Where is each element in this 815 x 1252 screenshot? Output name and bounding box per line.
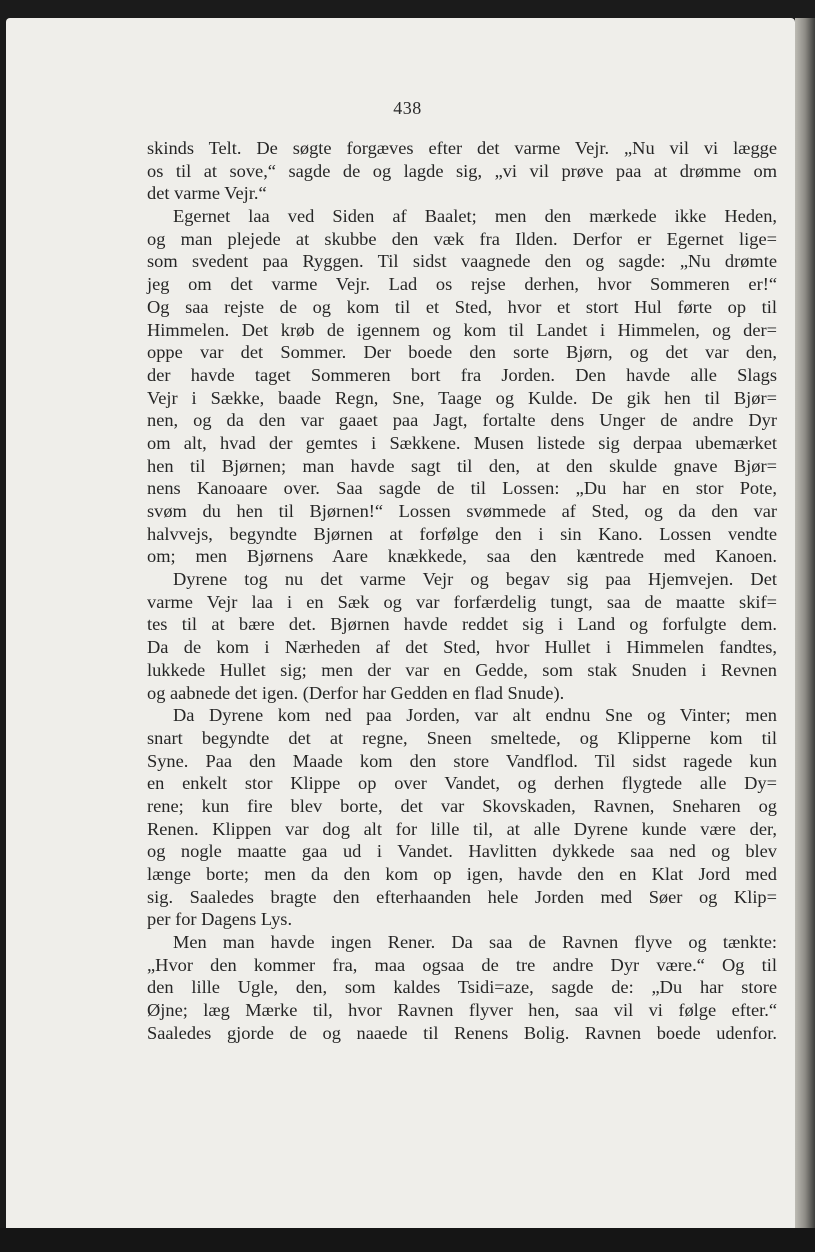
page-number: 438 xyxy=(393,98,422,118)
scan-top-border xyxy=(0,0,815,20)
text-line: og nogle maatte gaa ud i Vandet. Havlitten dykkede saa ned og blev xyxy=(147,841,777,862)
text-line: nen, og da den var gaaet paa Jagt, fortalte dens Unger de andre Dyr xyxy=(147,410,777,431)
text-line: snart begyndte det at regne, Sneen smeltede, og Klipperne kom til xyxy=(147,727,777,748)
text-line: Syne. Paa den Maade kom den store Vandflod. Til sidst ragede kun xyxy=(147,750,777,771)
text-line: den lille Ugle, den, som kaldes Tsidi=aze, sagde de: „Du har store xyxy=(147,977,777,998)
text-line: om; men Bjørnens Aare knækkede, saa den kæntrede med Kanoen. xyxy=(147,546,777,567)
text-line: rene; kun fire blev borte, det var Skovskaden, Ravnen, Sneharen og xyxy=(147,795,777,816)
text-line: „Hvor den kommer fra, maa ogsaa de tre andre Dyr være.“ Og til xyxy=(147,954,777,975)
text-line: en enkelt stor Klippe op over Vandet, og derhen flygtede alle Dy= xyxy=(147,773,777,794)
body-text xyxy=(147,137,777,1045)
text-line: som svedent paa Ryggen. Til sidst vaagnede den og sagde: „Nu drømte xyxy=(147,251,777,272)
text-line: og aabnede det igen. (Derfor har Gedden en flad Snude). xyxy=(147,682,565,703)
text-line: per for Dagens Lys. xyxy=(147,909,293,930)
text-line: og man plejede at skubbe den væk fra Ilden. Derfor er Egernet lige= xyxy=(147,228,777,249)
text-line: Øjne; læg Mærke til, hvor Ravnen flyver hen, saa vil vi følge efter.“ xyxy=(147,1000,777,1021)
text-line: hen til Bjørnen; man havde sagt til den, at den skulde gnave Bjør= xyxy=(147,455,777,476)
text-line: det varme Vejr.“ xyxy=(147,183,267,204)
text-line: tes til at bære det. Bjørnen havde reddet sig i Land og forfulgte dem. xyxy=(147,614,777,635)
text-line: skinds Telt. De søgte forgæves efter det varme Vejr. „Nu vil vi lægge xyxy=(147,138,777,158)
text-line: lukkede Hullet sig; men der var en Gedde, som stak Snuden i Revnen xyxy=(147,659,777,680)
text-line: Egernet laa ved Siden af Baalet; men den mærkede ikke Heden, xyxy=(173,206,777,227)
text-line: Og saa rejste de og kom til et Sted, hvor et stort Hul førte op til xyxy=(147,296,777,317)
text-line: jeg om det varme Vejr. Lad os rejse derhen, hvor Sommeren er!“ xyxy=(147,274,777,295)
book-edge xyxy=(795,18,815,1230)
scan-bottom-border xyxy=(0,1228,815,1252)
text-line: Men man havde ingen Rener. Da saa de Ravnen flyve og tænkte: xyxy=(173,932,777,953)
text-line: Himmelen. Det krøb de igennem og kom til Landet i Himmelen, og der= xyxy=(147,319,777,340)
text-line: varme Vejr laa i en Sæk og var forfærdelig tungt, saa de maatte skif= xyxy=(147,591,777,612)
text-line: Saaledes gjorde de og naaede til Renens Bolig. Ravnen boede udenfor. xyxy=(147,1022,777,1043)
text-line: halvvejs, begyndte Bjørnen at forfølge den i sin Kano. Lossen vendte xyxy=(147,523,777,544)
text-line: oppe var det Sommer. Der boede den sorte Bjørn, og det var den, xyxy=(147,342,777,363)
text-line: svøm du hen til Bjørnen!“ Lossen svømmede af Sted, og da den var xyxy=(147,501,777,521)
text-line: Da de kom i Nærheden af det Sted, hvor Hullet i Himmelen fandtes, xyxy=(147,637,777,658)
text-line: der havde taget Sommeren bort fra Jorden. Den havde alle Slags xyxy=(147,364,777,385)
text-line: Da Dyrene kom ned paa Jorden, var alt endnu Sne og Vinter; men xyxy=(173,705,777,726)
text-line: Renen. Klippen var dog alt for lille til, at alle Dyrene kunde være der, xyxy=(147,818,777,839)
text-line: Dyrene tog nu det varme Vejr og begav sig paa Hjemvejen. Det xyxy=(173,569,777,590)
text-line: sig. Saaledes bragte den efterhaanden hele Jorden med Søer og Klip= xyxy=(147,886,777,907)
text-line: længe borte; men da den kom op igen, havde den en Klat Jord med xyxy=(147,864,777,884)
text-line: os til at sove,“ sagde de og lagde sig, „vi vil prøve paa at drømme om xyxy=(147,160,777,181)
text-line: Vejr i Sække, baade Regn, Sne, Taage og Kulde. De gik hen til Bjør= xyxy=(147,387,777,408)
text-line: nens Kanoaare over. Saa sagde de til Lossen: „Du har en stor Pote, xyxy=(147,478,777,499)
text-line: om alt, hvad der gemtes i Sækkene. Musen listede sig derpaa ubemærket xyxy=(147,432,777,453)
